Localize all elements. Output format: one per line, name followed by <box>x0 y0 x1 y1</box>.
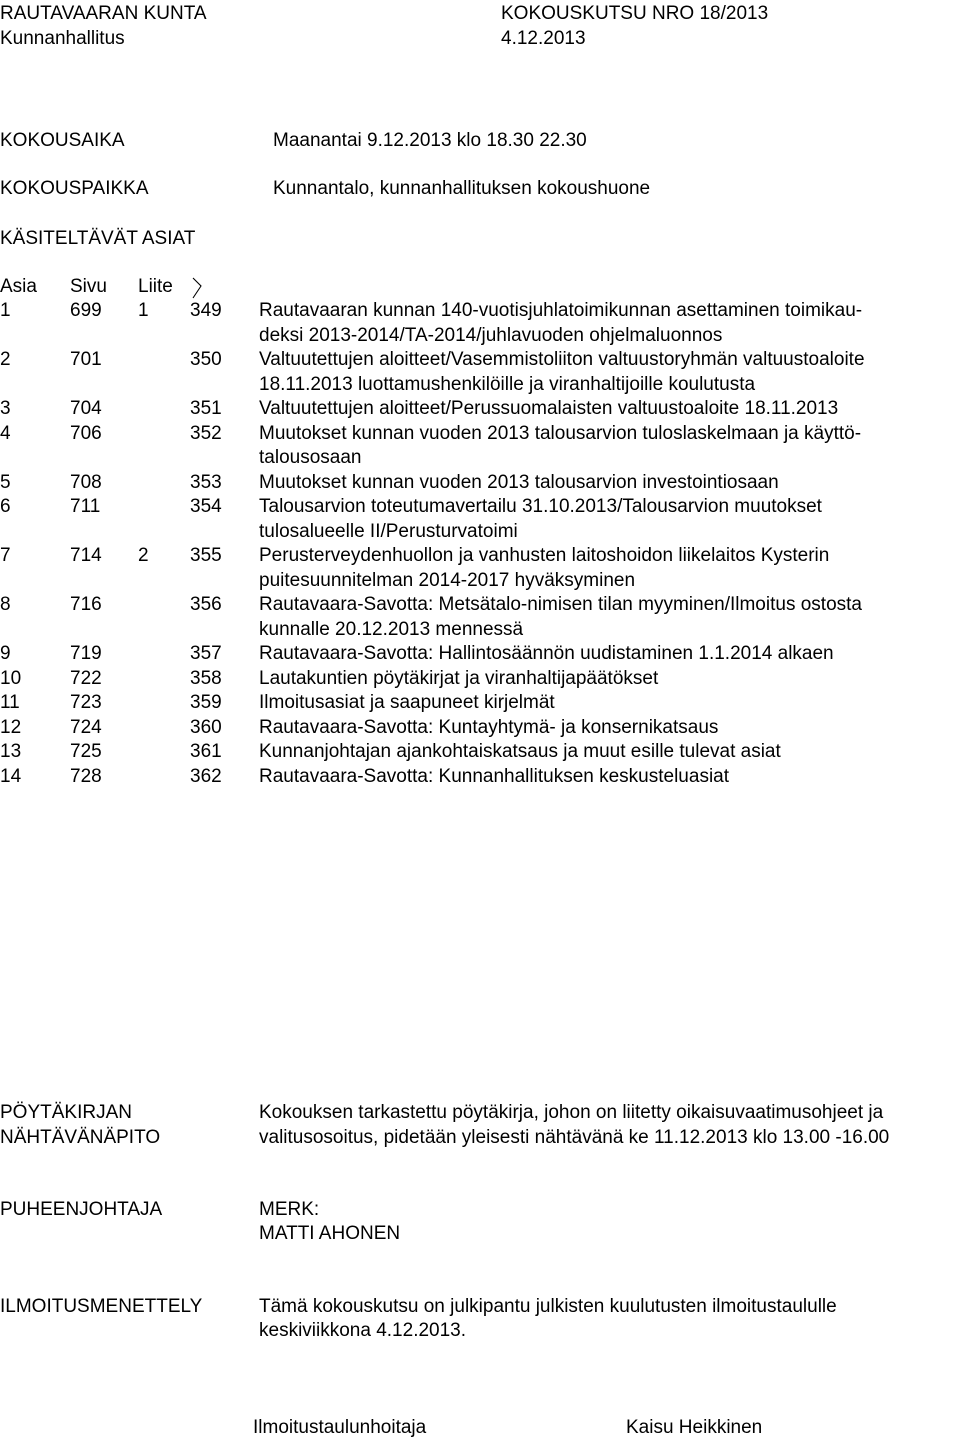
agenda-item-number: 2 <box>0 349 11 370</box>
agenda-item-case-number: 355 <box>190 545 222 566</box>
notice-title: KOKOUSKUTSU NRO 18/2013 <box>501 3 769 24</box>
agenda-item-title: Rautavaara-Savotta: Kunnanhallituksen keskusteluasiat <box>259 765 730 787</box>
agenda-item-page: 719 <box>70 643 102 664</box>
notice-text-2: keskiviikkona 4.12.2013. <box>259 1320 467 1341</box>
agenda-item-case-number: 362 <box>190 765 222 787</box>
agenda-item-case-number: 358 <box>190 667 222 689</box>
agenda-item-page: 714 <box>70 545 102 566</box>
notice-date: 4.12.2013 <box>501 28 586 49</box>
agenda-item-title: talousosaan <box>259 447 362 468</box>
agenda-item-title: Lautakuntien pöytäkirjat ja viranhaltijapäätökset <box>259 667 659 689</box>
notice-label: ILMOITUSMENETTELY <box>0 1296 203 1317</box>
agenda-item-title: Ilmoitusasiat ja saapuneet kirjelmät <box>259 692 555 713</box>
agenda-item-page: 723 <box>70 692 102 713</box>
agenda-item-title: Valtuutettujen aloitteet/Perussuomalaisten valtuustoaloite 18.11.2013 <box>259 398 839 419</box>
agenda-item-title: Valtuutettujen aloitteet/Vasemmistoliiton valtuustoryhmän valtuustoaloite <box>259 349 865 370</box>
agenda-item-case-number: 360 <box>190 716 222 738</box>
agenda-item-case-number: 351 <box>190 398 222 419</box>
agenda-item-title: Talousarvion toteutumavertailu 31.10.2013/Talousarvion muutokset <box>259 496 822 517</box>
agenda-item-page: 701 <box>70 349 102 370</box>
chair-name: MATTI AHONEN <box>259 1223 401 1244</box>
agenda-item-title: Kunnanjohtajan ajankohtaiskatsaus ja muut esille tulevat asiat <box>259 741 781 762</box>
agenda-item-title: Rautavaara-Savotta: Hallintosäännön uudistaminen 1.1.2014 alkaen <box>259 643 834 664</box>
minutes-label-1: PÖYTÄKIRJAN <box>0 1102 132 1123</box>
meeting-place-value: Kunnantalo, kunnanhallituksen kokoushuone <box>273 178 651 199</box>
chair-merk: MERK: <box>259 1199 320 1220</box>
agenda-item-number: 5 <box>0 471 11 493</box>
chair-label: PUHEENJOHTAJA <box>0 1199 163 1220</box>
agenda-item-attachment: 1 <box>138 300 149 321</box>
agenda-item-title: 18.11.2013 luottamushenkilöille ja viranhaltijoille koulutusta <box>259 373 756 395</box>
agenda-heading: KÄSITELTÄVÄT ASIAT <box>0 228 196 249</box>
agenda-item-page: 716 <box>70 594 102 615</box>
agenda-item-case-number: 356 <box>190 594 222 615</box>
agenda-item-number: 12 <box>0 716 22 738</box>
agenda-item-page: 699 <box>70 300 102 321</box>
agenda-item-case-number: 352 <box>190 422 222 444</box>
agenda-item-number: 1 <box>0 300 11 321</box>
notice-text-1: Tämä kokouskutsu on julkipantu julkisten kuulutusten ilmoitustaululle <box>259 1296 837 1317</box>
board-keeper-name: Kaisu Heikkinen <box>626 1417 763 1438</box>
agenda-item-case-number: 361 <box>190 741 222 762</box>
agenda-item-title: Muutokset kunnan vuoden 2013 talousarvion tuloslaskelmaan ja käyttö- <box>259 422 862 444</box>
agenda-item-page: 728 <box>70 765 102 787</box>
meeting-time-value: Maanantai 9.12.2013 klo 18.30 22.30 <box>273 130 587 151</box>
agenda-item-title: Rautavaaran kunnan 140-vuotisjuhlatoimikunnan asettaminen toimikau- <box>259 300 863 321</box>
agenda-item-number: 13 <box>0 741 22 762</box>
agenda-item-attachment: 2 <box>138 545 149 566</box>
agenda-item-number: 11 <box>0 692 20 713</box>
agenda-item-case-number: 357 <box>190 643 222 664</box>
agenda-item-page: 722 <box>70 667 102 689</box>
agenda-item-title: deksi 2013-2014/TA-2014/juhlavuoden ohjelmaluonnos <box>259 324 723 346</box>
agenda-item-page: 711 <box>70 496 101 517</box>
agenda-item-page: 725 <box>70 741 102 762</box>
agenda-item-title: Rautavaara-Savotta: Kuntayhtymä- ja konsernikatsaus <box>259 716 719 738</box>
body-name: Kunnanhallitus <box>0 28 125 49</box>
agenda-item-title: Perusterveydenhuollon ja vanhusten laitoshoidon liikelaitos Kysterin <box>259 545 830 566</box>
column-header-asia: Asia <box>0 276 37 297</box>
agenda-item-number: 8 <box>0 594 11 615</box>
agenda-item-title: Rautavaara-Savotta: Metsätalo-nimisen tilan myyminen/Ilmoitus ostosta <box>259 594 862 615</box>
agenda-item-case-number: 350 <box>190 349 222 370</box>
minutes-label-2: NÄHTÄVÄNÄPITO <box>0 1127 161 1148</box>
board-keeper-label: Ilmoitustaulunhoitaja <box>253 1417 427 1438</box>
agenda-item-title: kunnalle 20.12.2013 mennessä <box>259 618 524 640</box>
agenda-item-page: 708 <box>70 471 102 493</box>
agenda-item-title: tulosalueelle II/Perusturvatoimi <box>259 520 518 542</box>
agenda-item-title: puitesuunnitelman 2014-2017 hyväksyminen <box>259 569 636 591</box>
agenda-item-case-number: 349 <box>190 300 222 321</box>
column-header-liite: Liite <box>138 276 173 297</box>
column-header-sivu: Sivu <box>70 276 107 297</box>
meeting-place-label: KOKOUSPAIKKA <box>0 178 149 199</box>
agenda-item-title: Muutokset kunnan vuoden 2013 talousarvion investointiosaan <box>259 471 779 493</box>
agenda-item-number: 4 <box>0 422 11 444</box>
agenda-item-page: 704 <box>70 398 102 419</box>
agenda-item-case-number: 353 <box>190 471 222 493</box>
minutes-text-2: valitusosoitus, pidetään yleisesti nähtävänä ke 11.12.2013 klo 13.00 -16.00 <box>259 1127 890 1148</box>
meeting-time-label: KOKOUSAIKA <box>0 130 125 151</box>
agenda-item-number: 7 <box>0 545 11 566</box>
org-name: RAUTAVAARAN KUNTA <box>0 3 207 24</box>
agenda-item-case-number: 359 <box>190 692 222 713</box>
agenda-item-page: 724 <box>70 716 102 738</box>
agenda-item-number: 10 <box>0 667 22 689</box>
agenda-item-case-number: 354 <box>190 496 222 517</box>
minutes-text-1: Kokouksen tarkastettu pöytäkirja, johon on liitetty oikaisuvaatimusohjeet ja <box>259 1102 884 1123</box>
agenda-item-number: 14 <box>0 765 22 787</box>
agenda-item-number: 6 <box>0 496 11 517</box>
agenda-item-number: 9 <box>0 643 11 664</box>
agenda-item-page: 706 <box>70 422 102 444</box>
agenda-item-number: 3 <box>0 398 11 419</box>
